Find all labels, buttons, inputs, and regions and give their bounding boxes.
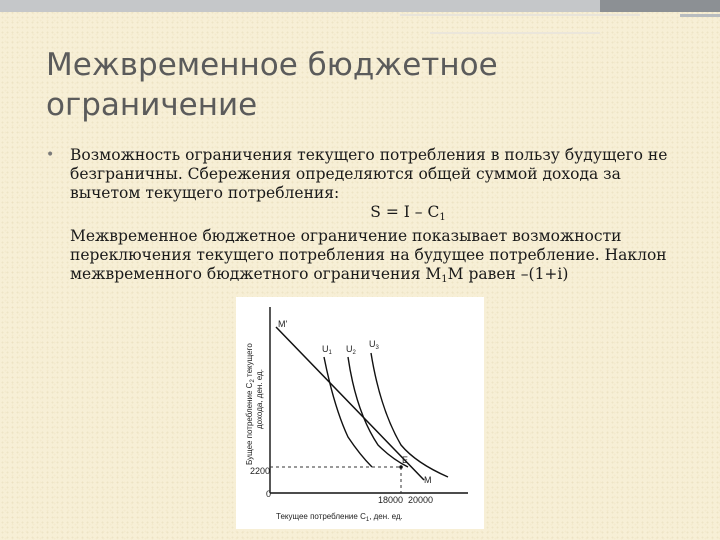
paragraph-text-b: M равен –(1+i)	[447, 265, 569, 283]
label-m: M	[424, 475, 432, 485]
y-axis-title-sub: 2	[250, 379, 256, 383]
label-u2-sub: 2	[352, 350, 356, 356]
top-decor-bar	[0, 0, 720, 12]
y-axis-title-text: Бущее потребление С	[245, 382, 254, 465]
y-axis-title-rest: текущего	[245, 343, 254, 380]
x-tick-label-2: 20000	[408, 495, 434, 505]
curve-u3	[371, 353, 448, 477]
label-u3-sub: 3	[375, 345, 379, 351]
label-u3	[369, 339, 380, 351]
paragraph-subscript: 1	[441, 274, 448, 285]
label-e: E	[402, 455, 409, 465]
paragraph-budget-constraint	[70, 227, 686, 289]
label-u3-text: U	[369, 339, 376, 349]
point-e-marker	[399, 465, 403, 469]
formula-savings	[70, 203, 686, 227]
budget-constraint-figure	[236, 297, 484, 529]
paragraph-savings: Возможность ограничения текущего потребления в пользу будущего не безграничны. Сбережения определяются общей суммой дохода за вычетом текущего потребления:	[70, 146, 668, 202]
top-decor-bar-dark	[600, 0, 720, 12]
accent-lines	[400, 14, 720, 44]
top-decor-bar-light	[0, 0, 600, 12]
slide-title: Межвременное бюджетное ограничение	[46, 47, 498, 123]
x-axis-title	[276, 512, 403, 523]
label-u2-text: U	[346, 344, 353, 354]
accent-line	[400, 14, 640, 16]
y-axis-title-line2: дохода, ден. ед.	[255, 369, 264, 429]
label-u2	[346, 344, 357, 356]
y-tick-label: 2200	[250, 466, 271, 476]
curve-u1	[324, 357, 372, 467]
accent-line	[680, 14, 720, 17]
label-u1-sub: 1	[328, 350, 332, 356]
x-tick-label-1: 18000	[378, 495, 404, 505]
label-u1	[322, 344, 333, 356]
x-axis-title-rest: , ден. ед.	[369, 512, 403, 521]
paragraph-text-a: Межвременное бюджетное ограничение показывает возможности переключения текущего потребления на будущее потребление. Наклон межвременного бюджетного ограничения M	[70, 227, 667, 283]
label-origin: 0	[266, 489, 272, 499]
x-axis-title-sub: 1	[365, 517, 370, 523]
formula-subscript: 1	[439, 212, 446, 223]
figure-svg	[236, 297, 484, 529]
bullet-block	[46, 146, 686, 289]
accent-line	[430, 32, 600, 34]
bullet-icon: •	[46, 147, 55, 163]
formula-text: S = I – C	[370, 203, 440, 221]
label-u1-text: U	[322, 344, 329, 354]
label-m-prime: M'	[278, 319, 288, 329]
x-axis-title-text: Текущее потребление С	[276, 512, 366, 521]
